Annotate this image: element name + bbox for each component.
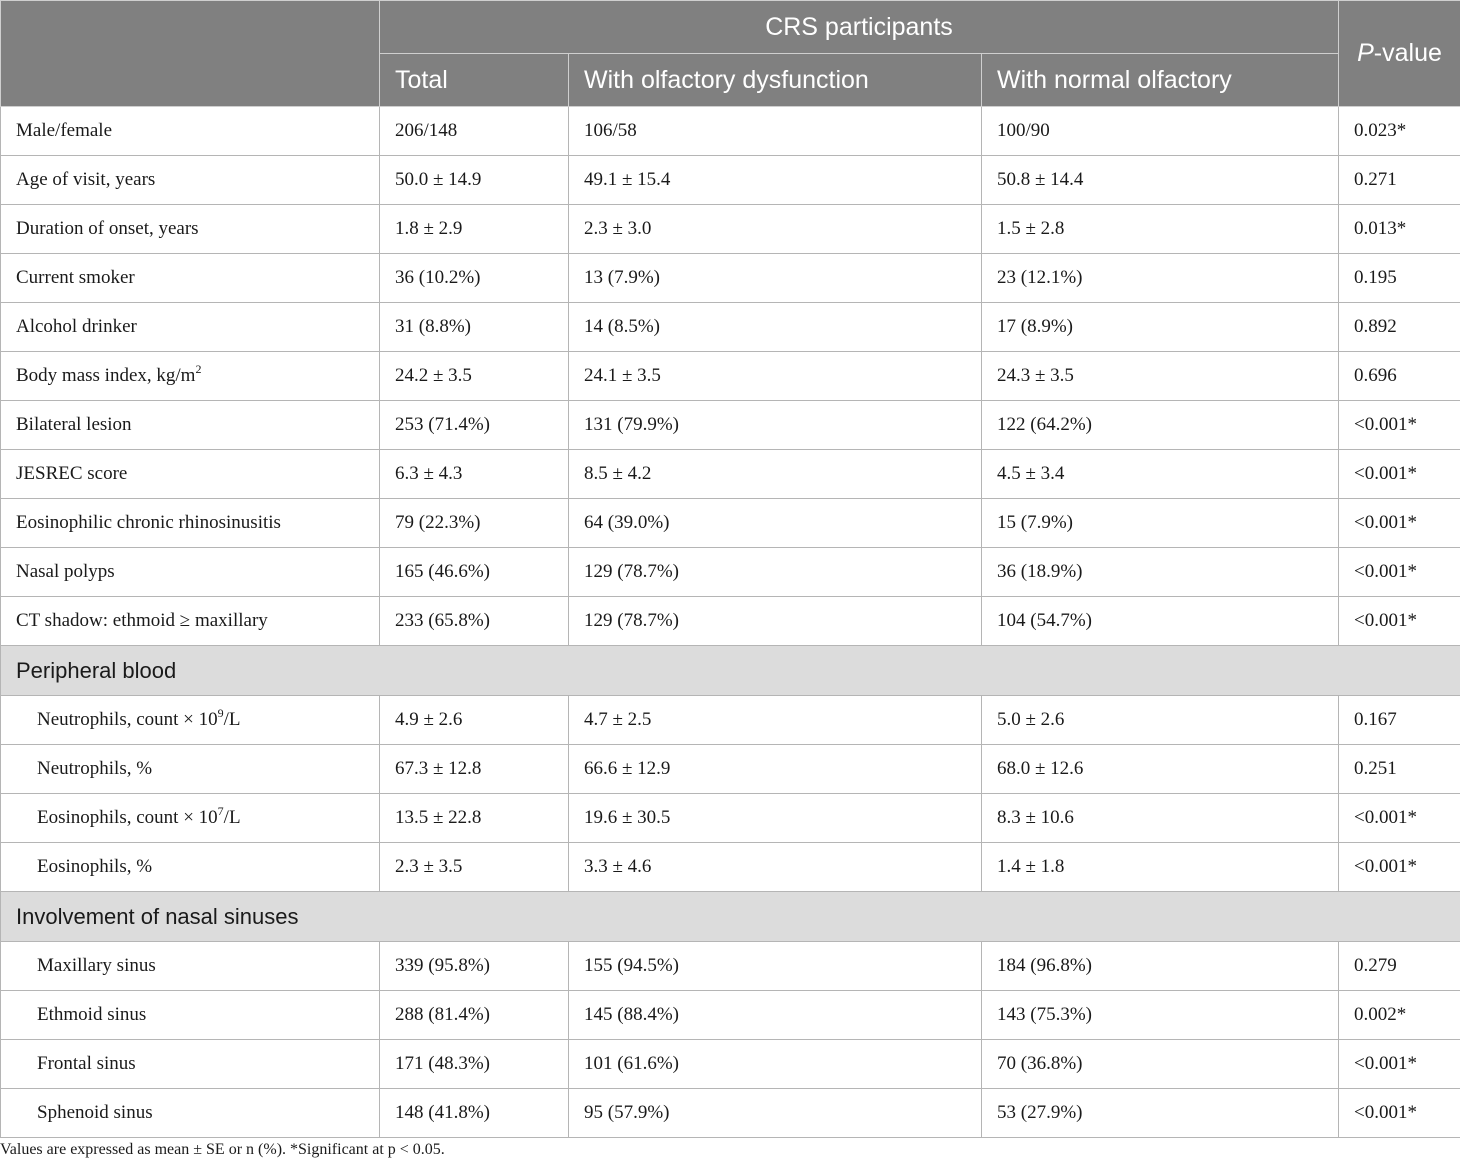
cell-pvalue: 0.195 [1339,254,1460,303]
row-label-text: JESREC score [16,463,128,484]
row-label [1,843,380,892]
header-total: Total [380,54,569,107]
header-olfactory-dysfunction: With olfactory dysfunction [569,54,982,107]
table-row [1,254,1460,303]
table-row [1,794,1460,843]
cell-olfactory-dysfunction: 129 (78.7%) [569,548,982,597]
row-label [1,450,380,499]
row-label [1,942,380,991]
cell-olfactory-dysfunction: 145 (88.4%) [569,991,982,1040]
cell-olfactory-dysfunction: 64 (39.0%) [569,499,982,548]
row-label-text: Eosinophilic chronic rhinosinusitis [16,512,281,533]
row-label-unit: /L [223,709,241,730]
cell-olfactory-dysfunction: 131 (79.9%) [569,401,982,450]
cell-pvalue: 0.167 [1339,696,1460,745]
row-label-text: Nasal polyps [16,561,115,582]
cell-normal-olfactory: 53 (27.9%) [982,1089,1339,1138]
cell-pvalue: <0.001* [1339,401,1460,450]
header-pvalue [1339,1,1460,107]
cell-normal-olfactory: 1.4 ± 1.8 [982,843,1339,892]
table-row [1,107,1460,156]
row-label [1,1089,380,1138]
cell-pvalue: <0.001* [1339,843,1460,892]
cell-olfactory-dysfunction: 101 (61.6%) [569,1040,982,1089]
row-label [1,597,380,646]
cell-pvalue: <0.001* [1339,794,1460,843]
cell-olfactory-dysfunction: 2.3 ± 3.0 [569,205,982,254]
cell-olfactory-dysfunction: 66.6 ± 12.9 [569,745,982,794]
cell-pvalue: <0.001* [1339,499,1460,548]
cell-olfactory-dysfunction: 13 (7.9%) [569,254,982,303]
row-label [1,107,380,156]
header-pvalue-rest: -value [1373,39,1442,67]
row-label-text: Eosinophils, count × 10 [37,807,218,828]
row-label [1,1040,380,1089]
cell-olfactory-dysfunction: 8.5 ± 4.2 [569,450,982,499]
cell-normal-olfactory: 4.5 ± 3.4 [982,450,1339,499]
cell-olfactory-dysfunction: 95 (57.9%) [569,1089,982,1138]
row-label-text: Frontal sinus [37,1053,136,1074]
row-label [1,696,380,745]
row-label-text: Neutrophils, count × 10 [37,709,218,730]
cell-normal-olfactory: 36 (18.9%) [982,548,1339,597]
cell-normal-olfactory: 1.5 ± 2.8 [982,205,1339,254]
row-label-unit: /L [223,807,241,828]
cell-total: 31 (8.8%) [380,303,569,352]
row-label [1,499,380,548]
cell-normal-olfactory: 50.8 ± 14.4 [982,156,1339,205]
cell-pvalue: 0.013* [1339,205,1460,254]
cell-normal-olfactory: 100/90 [982,107,1339,156]
cell-olfactory-dysfunction: 3.3 ± 4.6 [569,843,982,892]
cell-total: 165 (46.6%) [380,548,569,597]
table-row [1,450,1460,499]
cell-total: 171 (48.3%) [380,1040,569,1089]
cell-pvalue: <0.001* [1339,597,1460,646]
cell-total: 233 (65.8%) [380,597,569,646]
cell-olfactory-dysfunction: 14 (8.5%) [569,303,982,352]
cell-pvalue: 0.023* [1339,107,1460,156]
cell-normal-olfactory: 23 (12.1%) [982,254,1339,303]
row-label-superscript: 2 [195,362,202,376]
cell-total: 24.2 ± 3.5 [380,352,569,401]
row-label-text: Alcohol drinker [16,316,137,337]
cell-olfactory-dysfunction: 106/58 [569,107,982,156]
table-row [1,1089,1460,1138]
table-row [1,1040,1460,1089]
cell-pvalue: <0.001* [1339,450,1460,499]
cell-normal-olfactory: 122 (64.2%) [982,401,1339,450]
cell-total: 2.3 ± 3.5 [380,843,569,892]
cell-normal-olfactory: 143 (75.3%) [982,991,1339,1040]
cell-total: 206/148 [380,107,569,156]
table-row [1,499,1460,548]
table-footnote: Values are expressed as mean ± SE or n (%). *Significant at p < 0.05. [0,1141,445,1158]
cell-pvalue: <0.001* [1339,548,1460,597]
table-row [1,401,1460,450]
row-label [1,156,380,205]
cell-normal-olfactory: 17 (8.9%) [982,303,1339,352]
row-label-text: Age of visit, years [16,169,156,190]
header-pvalue-italic: P [1357,39,1374,67]
cell-pvalue: 0.892 [1339,303,1460,352]
section-peripheral-blood [1,646,1460,696]
cell-olfactory-dysfunction: 49.1 ± 15.4 [569,156,982,205]
cell-normal-olfactory: 68.0 ± 12.6 [982,745,1339,794]
cell-olfactory-dysfunction: 24.1 ± 3.5 [569,352,982,401]
cell-total: 79 (22.3%) [380,499,569,548]
table-row [1,991,1460,1040]
row-label-text: Eosinophils, % [37,856,153,877]
cell-total: 67.3 ± 12.8 [380,745,569,794]
row-label-text: Neutrophils, % [37,758,153,779]
section-nasal-sinuses [1,892,1460,942]
cell-total: 148 (41.8%) [380,1089,569,1138]
row-label-text: Sphenoid sinus [37,1102,153,1123]
cell-pvalue: 0.279 [1339,942,1460,991]
cell-pvalue: <0.001* [1339,1040,1460,1089]
cell-normal-olfactory: 70 (36.8%) [982,1040,1339,1089]
row-label-text: Ethmoid sinus [37,1004,147,1025]
header-normal-olfactory: With normal olfactory [982,54,1339,107]
cell-olfactory-dysfunction: 19.6 ± 30.5 [569,794,982,843]
table-row [1,843,1460,892]
header-group-crs: CRS participants [380,1,1339,54]
row-label [1,401,380,450]
table-row [1,745,1460,794]
cell-normal-olfactory: 24.3 ± 3.5 [982,352,1339,401]
row-label [1,991,380,1040]
row-label-text: Body mass index, kg/m [16,365,196,386]
cell-pvalue: 0.271 [1339,156,1460,205]
cell-olfactory-dysfunction: 129 (78.7%) [569,597,982,646]
row-label-text: Male/female [16,120,113,141]
header-blank-cell [1,1,380,107]
cell-total: 13.5 ± 22.8 [380,794,569,843]
section-title: Involvement of nasal sinuses [1,892,1460,942]
table-row [1,205,1460,254]
cell-total: 339 (95.8%) [380,942,569,991]
table-row [1,303,1460,352]
row-label [1,303,380,352]
cell-total: 6.3 ± 4.3 [380,450,569,499]
cell-normal-olfactory: 104 (54.7%) [982,597,1339,646]
cell-olfactory-dysfunction: 4.7 ± 2.5 [569,696,982,745]
cell-total: 36 (10.2%) [380,254,569,303]
table-row [1,548,1460,597]
cell-pvalue: 0.251 [1339,745,1460,794]
cell-total: 253 (71.4%) [380,401,569,450]
row-label [1,205,380,254]
row-label [1,352,380,401]
cell-total: 50.0 ± 14.9 [380,156,569,205]
row-label-text: Current smoker [16,267,135,288]
row-label [1,745,380,794]
row-label-text: Duration of onset, years [16,218,199,239]
cell-normal-olfactory: 184 (96.8%) [982,942,1339,991]
table-row [1,696,1460,745]
cell-olfactory-dysfunction: 155 (94.5%) [569,942,982,991]
row-label-text: CT shadow: ethmoid ≥ maxillary [16,610,268,631]
cell-pvalue: 0.002* [1339,991,1460,1040]
cell-total: 4.9 ± 2.6 [380,696,569,745]
row-label [1,254,380,303]
cell-pvalue: 0.696 [1339,352,1460,401]
table-row [1,942,1460,991]
row-label [1,548,380,597]
table-row [1,597,1460,646]
row-label-superscript: 7 [217,804,224,818]
row-label-superscript: 9 [217,706,224,720]
section-title: Peripheral blood [1,646,1460,696]
cell-normal-olfactory: 15 (7.9%) [982,499,1339,548]
cell-total: 1.8 ± 2.9 [380,205,569,254]
row-label-text: Bilateral lesion [16,414,132,435]
table-header [1,1,1460,107]
cell-normal-olfactory: 5.0 ± 2.6 [982,696,1339,745]
row-label-text: Maxillary sinus [37,955,156,976]
cell-pvalue: <0.001* [1339,1089,1460,1138]
table-row [1,156,1460,205]
row-label [1,794,380,843]
table-row [1,352,1460,401]
cell-normal-olfactory: 8.3 ± 10.6 [982,794,1339,843]
cell-total: 288 (81.4%) [380,991,569,1040]
table-body [1,107,1460,1138]
